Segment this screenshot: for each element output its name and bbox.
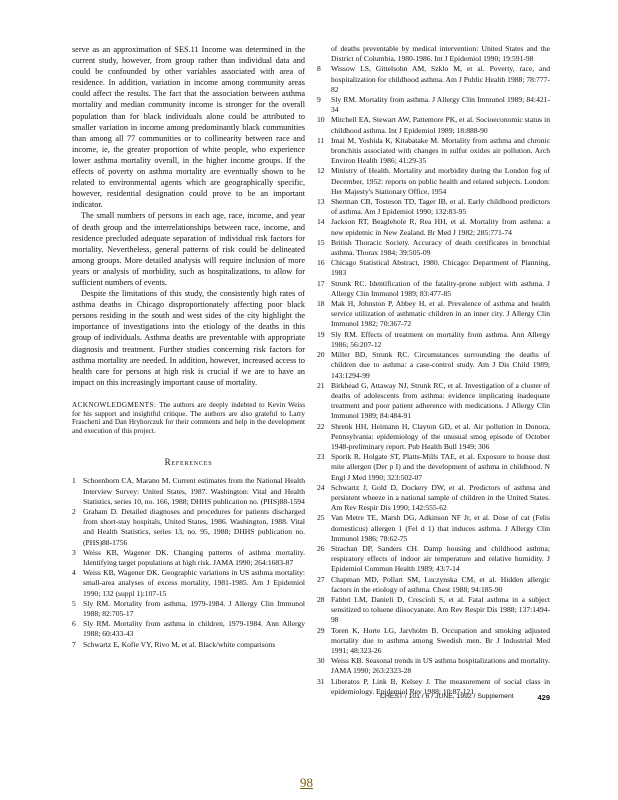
reference-text: Weiss KB, Wagener DK. Geographic variations in US asthma mortality: small-area analyses of excess mortality, 1981-1985. Am J Epidemiol 1990; 132 (suppl 1):107-15 [83,568,305,598]
reference-number: 3 [72,547,76,557]
page-number-link[interactable]: 98 [300,775,313,790]
journal-page-number: 429 [537,693,550,702]
body-paragraph: serve as an approximation of SES.11 Income was determined in the current study, however, from group rather than individual data and could be confounded by other variables associated with area of residence. In addition, variation in income among community areas could affect the results. The fact that the association between asthma mortality and median community income is stronger for the overall population than for black individuals alone could be attributed to smaller variation in income among predominantly black communities than among all 77 communities or to collinearity between race and income, ie, the greater proportion of white people, who experience lower asthma mortality overall, in the higher income groups. If the effects of poverty on asthma mortality are eventually shown to be related to environmental agents which are geographically specific, however, residential designation could prove to be an important indicator. [72,45,305,210]
reference-item [317,656,550,676]
reference-item [72,640,305,650]
reference-text: Graham D. Detailed diagnoses and procedures for patients discharged from short-stay hospitals, United States, 1986. Washington, 1988. Vital and Health Statistics, series 13, no. 95, 1988; DHHS publication no. (PHS)88-1756 [83,506,305,547]
reference-number: 18 [317,299,325,309]
reference-item [317,115,550,135]
reference-number: 1 [72,476,76,486]
reference-number: 12 [317,166,325,176]
acknowledgments-text: The authors are deeply indebted to Kevin Weiss for his support and insightful critique. The authors are also grateful to Larry Fraschetti and Dan Hryhorczuk for their comments and help in the development and execution of this project. [72,400,306,435]
reference-text: Mitchell EA, Stewart AW, Pattemore PK, et al. Socioeconomic status in childhood asthma. Int J Epidemiol 1989; 18:888-90 [331,115,550,135]
reference-text: Strunk RC. Identification of the fatality-prone subject with asthma. J Allergy Clin Immunol 1989; 83:477-85 [331,278,550,298]
reference-number: 28 [317,594,325,604]
reference-item [317,238,550,258]
running-footer [380,693,550,702]
reference-item [317,217,550,237]
reference-item [317,64,550,95]
journal-citation: CHEST / 101 / 6 / JUNE, 1992 / Supplement [380,693,514,700]
reference-number: 21 [317,380,325,390]
reference-number: 6 [72,619,76,629]
reference-text: Sly RM. Mortality from asthma, 1979-1984. J Allergy Clin Immunol 1988; 82:705-17 [83,598,305,619]
reference-text: Weiss KB, Wagener DK. Changing patterns of asthma mortality. Identifying target populations at high risk. JAMA 1990; 264:1683-87 [83,547,305,567]
reference-text: Chapman MD, Pollart SM, Luczynska CM, et al. Hidden allergic factors in the etiology of asthma. Chest 1988; 94:185-90 [331,574,550,594]
reference-item [317,595,550,626]
reference-number: 24 [317,482,325,492]
references-list-left [72,476,305,649]
reference-number: 29 [317,625,325,635]
reference-item [317,330,550,350]
reference-item [317,258,550,278]
reference-item [317,422,550,453]
reference-item [72,568,305,599]
reference-text: Van Metre TE, Marsh DG, Adkinson NF Jr, et al. Dose of cat (Felis domesticus) allergen 1 (Fel d 1) that induces asthma. J Allergy Clin Immunol 1986; 78:62-75 [331,513,550,543]
reference-number: 5 [72,598,76,608]
reference-item [317,626,550,657]
references-heading: References [164,457,213,468]
acknowledgments-label: ACKNOWLEDGMENTS: [72,400,157,409]
reference-text: Fabbri LM, Danieli D, Crescioli S, et al. Fatal asthma in a subject sensitized to toluene diisocyanate. Am Rev Respir Dis 1988; 137:1494-98 [331,594,550,625]
reference-item [72,619,305,639]
reference-number: 14 [317,217,325,227]
reference-number: 19 [317,329,325,339]
reference-item [317,299,550,330]
reference-text: Jackson RT, Beaglehole R, Rea HH, et al. Mortality from asthma: a new epidemic in New Zealand. Br Med J 1982; 285:771-74 [331,217,550,237]
reference-number: 25 [317,513,325,523]
reference-item [72,599,305,619]
reference-text: Liberatos P, Link B, Kelsey J. The measurement of social class in epidemiology. Epidemiol Rev 1988; 10:87-121 [331,676,550,696]
reference-item [317,381,550,422]
reference-item [317,575,550,595]
reference-item [72,476,305,507]
reference-number: 9 [317,95,321,105]
reference-item [317,513,550,544]
reference-item [317,166,550,197]
reference-item [317,197,550,217]
reference-number: 30 [317,656,325,666]
reference-text: Chicago Statistical Abstract, 1980. Chicago: Department of Planning, 1983 [331,258,550,278]
reference-number: 11 [317,135,325,145]
reference-number: 27 [317,574,325,584]
reference-item [317,452,550,483]
body-paragraph: Despite the limitations of this study, the consistently high rates of asthma deaths in Chicago disproportionately affecting poor black persons residing in the south and west sides of the city highlight the importance of investigations into the etiology of the deaths in this group of individuals. Asthma deaths are preventable with appropriate diagnosis and treatment. Further studies concerning risk factors for asthma mortality are needed. In addition, however, increased access to health care for persons at high risk is crucial if we are to have an impact on this increasingly important cause of mortality. [72,289,305,387]
reference-number: 4 [72,568,76,578]
reference-text: Strachan DP, Sanders CH. Damp housing and childhood asthma; respiratory effects of indoor air temperature and relative humidity. J Epidemiol Commun Health 1989; 43:7-14 [331,543,550,574]
reference-number: 15 [317,237,325,247]
reference-text: Mak H, Johnston P, Abbey H, et al. Prevalence of asthma and health service utilization of asthmatic children in an inner city. J Allergy Clin Immunol 1982; 70:367-72 [331,299,550,329]
reference-number: 8 [317,64,321,74]
reference-item [317,483,550,514]
reference-text: Schoenborn CA, Marano M. Current estimates from the National Health Interview Survey: United States, 1987. Washington: Vital and Health Statistics, series 10, no. 166, 1988; DHHS publication no. (PHS)88-1594 [83,476,305,506]
left-column [72,44,305,650]
reference-text: Miller BD, Strunk RC. Circumstances surrounding the deaths of children due to asthma: a case-control study. Am J Dis Child 1989; 143:1294-99 [331,350,550,380]
reference-text: Sly RM. Mortality from asthma in children, 1979-1984. Ann Allergy 1988; 60:433-43 [83,619,305,639]
reference-text: Toren K, Horte LG, Jarvholm B. Occupation and smoking adjusted mortality due to asthma among Swedish men. Br J Industrial Med 1991; 48:323-26 [331,625,550,655]
reference-number: 2 [72,506,76,516]
reference-text: Sherman CB, Tosteson TD, Tager IB, et al. Early childhood predictors of asthma. Am J Epidemiol 1990; 132:83-95 [331,197,550,217]
reference-number: 22 [317,421,325,431]
reference-text: British Thoracic Society. Accuracy of death certificates in bronchial asthma. Thorax 1984; 39:505-09 [331,237,550,258]
reference-number: 7 [72,639,76,649]
reference-text: Sporik R, Holgate ST, Platts-Mills TAE, et al. Exposure to house dust mite allergen (Der p I) and the development of asthma in childhood. N Engl J Med 1990; 323:502-07 [331,452,550,482]
body-paragraph: The small numbers of persons in each age, race, income, and year of death group and the interrelationships between race, income, and residence precluded adequate separation of individual risk factors for mortality. Nevertheless, general patterns of risk could be delineated among groups. More detailed analysis will require inclusion of more years or analysis of morbidity, such as hospitalizations, to allow for sufficient numbers of events. [72,211,305,287]
reference-item [317,544,550,575]
reference-text: Sly RM. Effects of treatment on mortality from asthma. Ann Allergy 1986; 56:207-12 [331,329,550,349]
reference-number: 26 [317,543,325,553]
reference-text: Ministry of Health. Mortality and morbidity during the London fog of December, 1952: reports on public health and related subjects. London: Her Majesty's Stationary Office, 1954 [331,166,550,196]
reference-item [317,350,550,381]
reference-text: Weiss KB. Seasonal trends in US asthma hospitalizations and mortality. JAMA 1990; 263:2323-28 [331,656,550,676]
reference-item [72,507,305,548]
reference-item [317,136,550,167]
reference-text: Schwartz E, Kofie VY, Rivo M, et al. Black/white comparisons [83,639,276,649]
right-column [317,44,550,697]
reference-number: 17 [317,278,325,288]
reference-number: 13 [317,197,325,207]
acknowledgments [72,401,305,435]
reference-text: Birkhead G, Attaway NJ, Strunk RC, et al. Investigation of a cluster of deaths of adolescents from asthma: evidence implicating inadequate treatment and poor patient adherence with medications. J Allergy Clin Immunol 1989; 84:484-91 [331,380,550,421]
reference-item [317,95,550,115]
reference-number: 10 [317,115,325,125]
reference-number: 23 [317,452,325,462]
reference-text: Sly RM. Mortality from asthma. J Allergy Clin Immunol 1989; 84:421-34 [331,95,550,115]
reference-text: Schwartz J, Gold D, Dockery DW, et al. Predictors of asthma and persistent wheeze in a national sample of children in the United States. Am Rev Respir Dis 1990; 142:555-62 [331,482,550,513]
references-list-right [317,64,550,697]
reference-text: Imai M, Yoshida K, Kitabatake M. Mortality from asthma and chronic bronchitis associated with changes in sulfur oxides air pollution. Arch Environ Health 1986; 41:29-35 [331,135,550,166]
reference-number: 16 [317,258,325,268]
reference-continuation: of deaths preventable by medical intervention: United States and the District of Columbia, 1980-1986. Int J Epidemiol 1990; 19:591-98 [331,44,550,64]
reference-text: Wissow LS, Gittelsohn AM, Szklo M, et al. Poverty, race, and hospitalization for childhood asthma. Am J Public Health 1988; 78:777-82 [331,64,550,94]
reference-item [317,279,550,299]
reference-item [72,548,305,568]
reference-number: 20 [317,350,325,360]
reference-number: 31 [317,676,325,686]
reference-text: Shrenk HH, Heimann H, Clayton GD, et al. Air pollution in Donora, Pennsylvania: epidemiology of the unusual smog episode of October 1948-preliminary report. Pub Health Bull 1949; 306 [331,421,550,451]
